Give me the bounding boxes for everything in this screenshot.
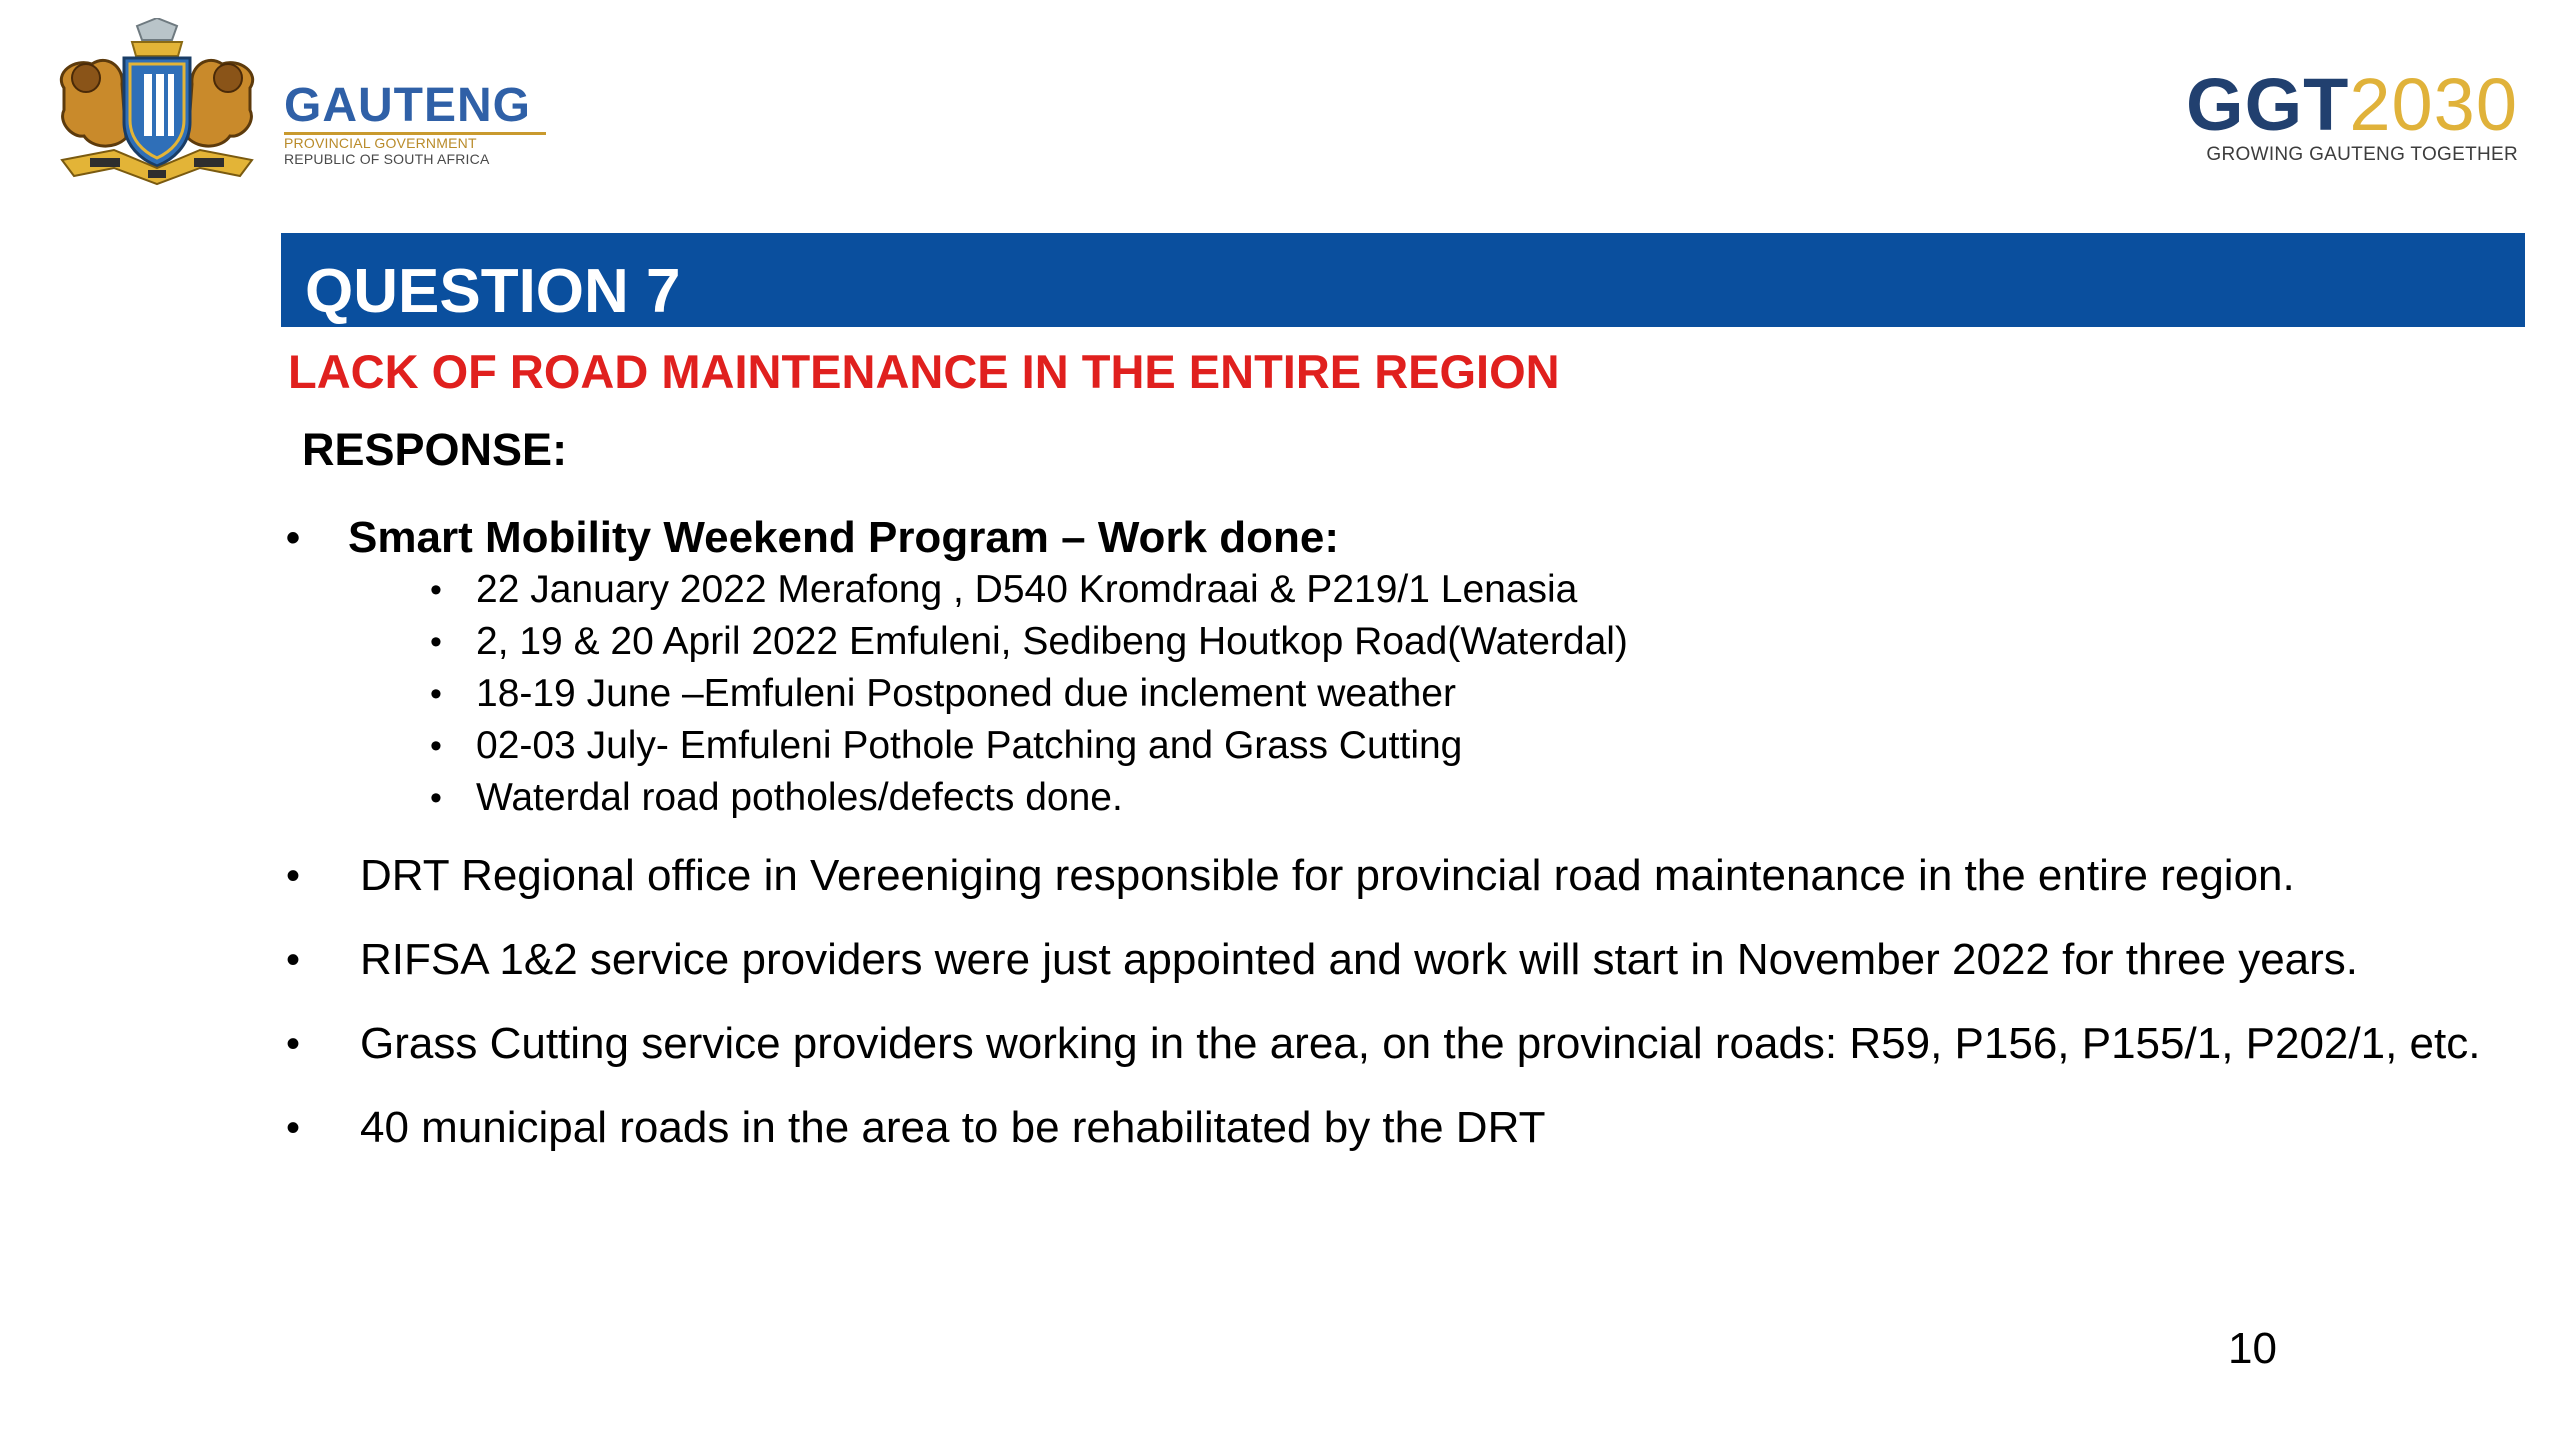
gauteng-line1: PROVINCIAL GOVERNMENT — [284, 135, 477, 151]
ggt-year: 2030 — [2349, 63, 2518, 146]
gauteng-logo — [44, 18, 531, 188]
gauteng-wordmark — [284, 79, 554, 167]
bullet-text: 40 municipal roads in the area to be rehabilitated by the DRT — [360, 1103, 1546, 1152]
slide-title: QUESTION 7 — [305, 257, 681, 326]
bullet-text: Grass Cutting service providers working in the area, on the provincial roads: R59, P156, P155/1, P202/1, etc. — [360, 1019, 2481, 1068]
bullet-item — [282, 1014, 2502, 1074]
sub-list-item — [426, 668, 2502, 720]
bullet-icon: • — [430, 779, 442, 817]
slide-content — [282, 508, 2502, 1158]
ggt-tagline: GROWING GAUTENG TOGETHER — [2206, 144, 2518, 165]
spacer — [282, 990, 2502, 1014]
bullet-icon: • — [286, 516, 301, 560]
bullet-icon: • — [430, 675, 442, 713]
page-number: 10 — [2228, 1324, 2277, 1373]
response-label: RESPONSE: — [302, 424, 568, 475]
ggt-letters: GGT — [2186, 63, 2350, 146]
bullet-text: DRT Regional office in Vereeniging responsible for provincial road maintenance in the entire region. — [360, 851, 2295, 900]
bullet-icon: • — [286, 938, 301, 982]
spacer — [282, 1074, 2502, 1098]
bullet-icon: • — [286, 1022, 301, 1066]
bullet-item — [282, 930, 2502, 990]
sub-list-item — [426, 564, 2502, 616]
bullet-icon: • — [430, 623, 442, 661]
main-bullet-heading — [282, 508, 2502, 568]
sub-list-item — [426, 616, 2502, 668]
bullet-item — [282, 846, 2502, 906]
spacer — [282, 824, 2502, 846]
sub-item-text: 22 January 2022 Merafong , D540 Kromdraai & P219/1 Lenasia — [476, 568, 1578, 611]
sub-list-item — [426, 772, 2502, 824]
sub-item-text: Waterdal road potholes/defects done. — [476, 776, 1123, 819]
ggt2030-logo — [2178, 63, 2518, 178]
sub-list — [426, 564, 2502, 824]
title-bar — [281, 233, 2525, 327]
bullet-icon: • — [286, 1106, 301, 1150]
main-heading-text: Smart Mobility Weekend Program – Work done: — [348, 513, 1340, 562]
coat-of-arms-icon — [44, 18, 270, 188]
slide-subtitle: LACK OF ROAD MAINTENANCE IN THE ENTIRE REGION — [288, 345, 1560, 398]
bullet-icon: • — [430, 571, 442, 609]
spacer — [282, 906, 2502, 930]
sub-item-text: 2, 19 & 20 April 2022 Emfuleni, Sedibeng Houtkop Road(Waterdal) — [476, 620, 1628, 663]
sub-item-text: 18-19 June –Emfuleni Postponed due inclement weather — [476, 672, 1456, 715]
sub-list-item — [426, 720, 2502, 772]
ggt2030-mark — [2178, 63, 2518, 146]
gauteng-name: GAUTENG — [284, 79, 531, 132]
sub-item-text: 02-03 July- Emfuleni Pothole Patching and Grass Cutting — [476, 724, 1463, 767]
bullet-item — [282, 1098, 2502, 1158]
bullet-icon: • — [430, 727, 442, 765]
bullet-text: RIFSA 1&2 service providers were just appointed and work will start in November 2022 for three years. — [360, 935, 2359, 984]
bullet-icon: • — [286, 854, 301, 898]
gauteng-line2: REPUBLIC OF SOUTH AFRICA — [284, 151, 490, 167]
